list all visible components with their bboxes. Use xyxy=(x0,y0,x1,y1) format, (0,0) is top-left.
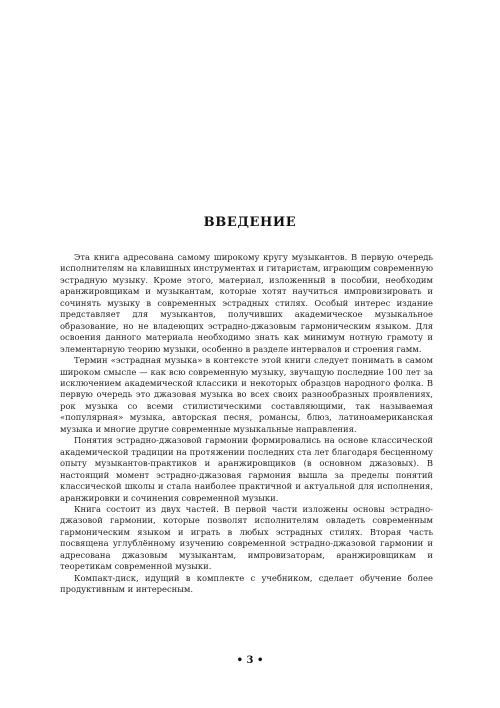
paragraph: Книга состоит из двух частей. В первой части изложены основы эстрадно-джазовой гармонии, которые позволят исполнителям овладеть современным гармоническим языком и играть в любых эстрадных стилях. Вторая часть посвящена углублённому изучению современной эстрадно-джазовой гармонии и адресована джазовым музыкантам, импровизаторам, аранжировщикам и теоретикам современной музыки. xyxy=(60,503,433,572)
paragraph: Термин «эстрадная музыка» в контексте этой книги следует понимать в самом широком смысле — как всю современную музыку, звучащую последние 100 лет за исключением академической классики и некоторых образцов народного фолка. В первую очередь это джазовая музыка во всех своих разнообразных проявлениях, рок музыка со всеми стилистическими составляющими, так называемая «популярная» музыка, авторская песня, романсы, блюз, латиноамериканская музыка и многие другие современные музыкальные направления. xyxy=(60,355,433,434)
paragraph: Понятия эстрадно-джазовой гармонии формировались на основе классической академической традиции на протяжении последних ста лет благодаря бесценному опыту музыкантов-практиков и аранжировщиков (в основном джазовых). В настоящий момент эстрадно-джазовая гармония вышла за пределы понятий классической школы и стала наиболее практичной и актуальной для исполнения, аранжировки и сочинения современной музыки. xyxy=(60,435,433,503)
body-text xyxy=(60,252,433,596)
page-number: • 3 • xyxy=(236,655,264,666)
paragraph: Эта книга адресована самому широкому кругу музыкантов. В первую очередь исполнителям на клавишных инструментах и гитаристам, играющим современную эстрадную музыку. Кроме этого, материал, изложенный в пособии, необходим аранжировщикам и музыкантам, которые хотят научиться импровизировать и сочинять музыку в современных эстрадных стилях. Особый интерес издание представляет для музыкантов, получивших академическое музыкальное образование, но не владеющих эстрадно-джазовым гармоническим языком. Для освоения данного материала необходимо знать как минимум нотную грамоту и элементарную теорию музыки, особенно в разделе интервалов и строения гамм. xyxy=(60,252,433,354)
paragraph: Компакт-диск, идущий в комплекте с учебником, сделает обучение более продуктивным и интересным. xyxy=(60,572,433,595)
chapter-title: ВВЕДЕНИЕ xyxy=(203,215,297,230)
